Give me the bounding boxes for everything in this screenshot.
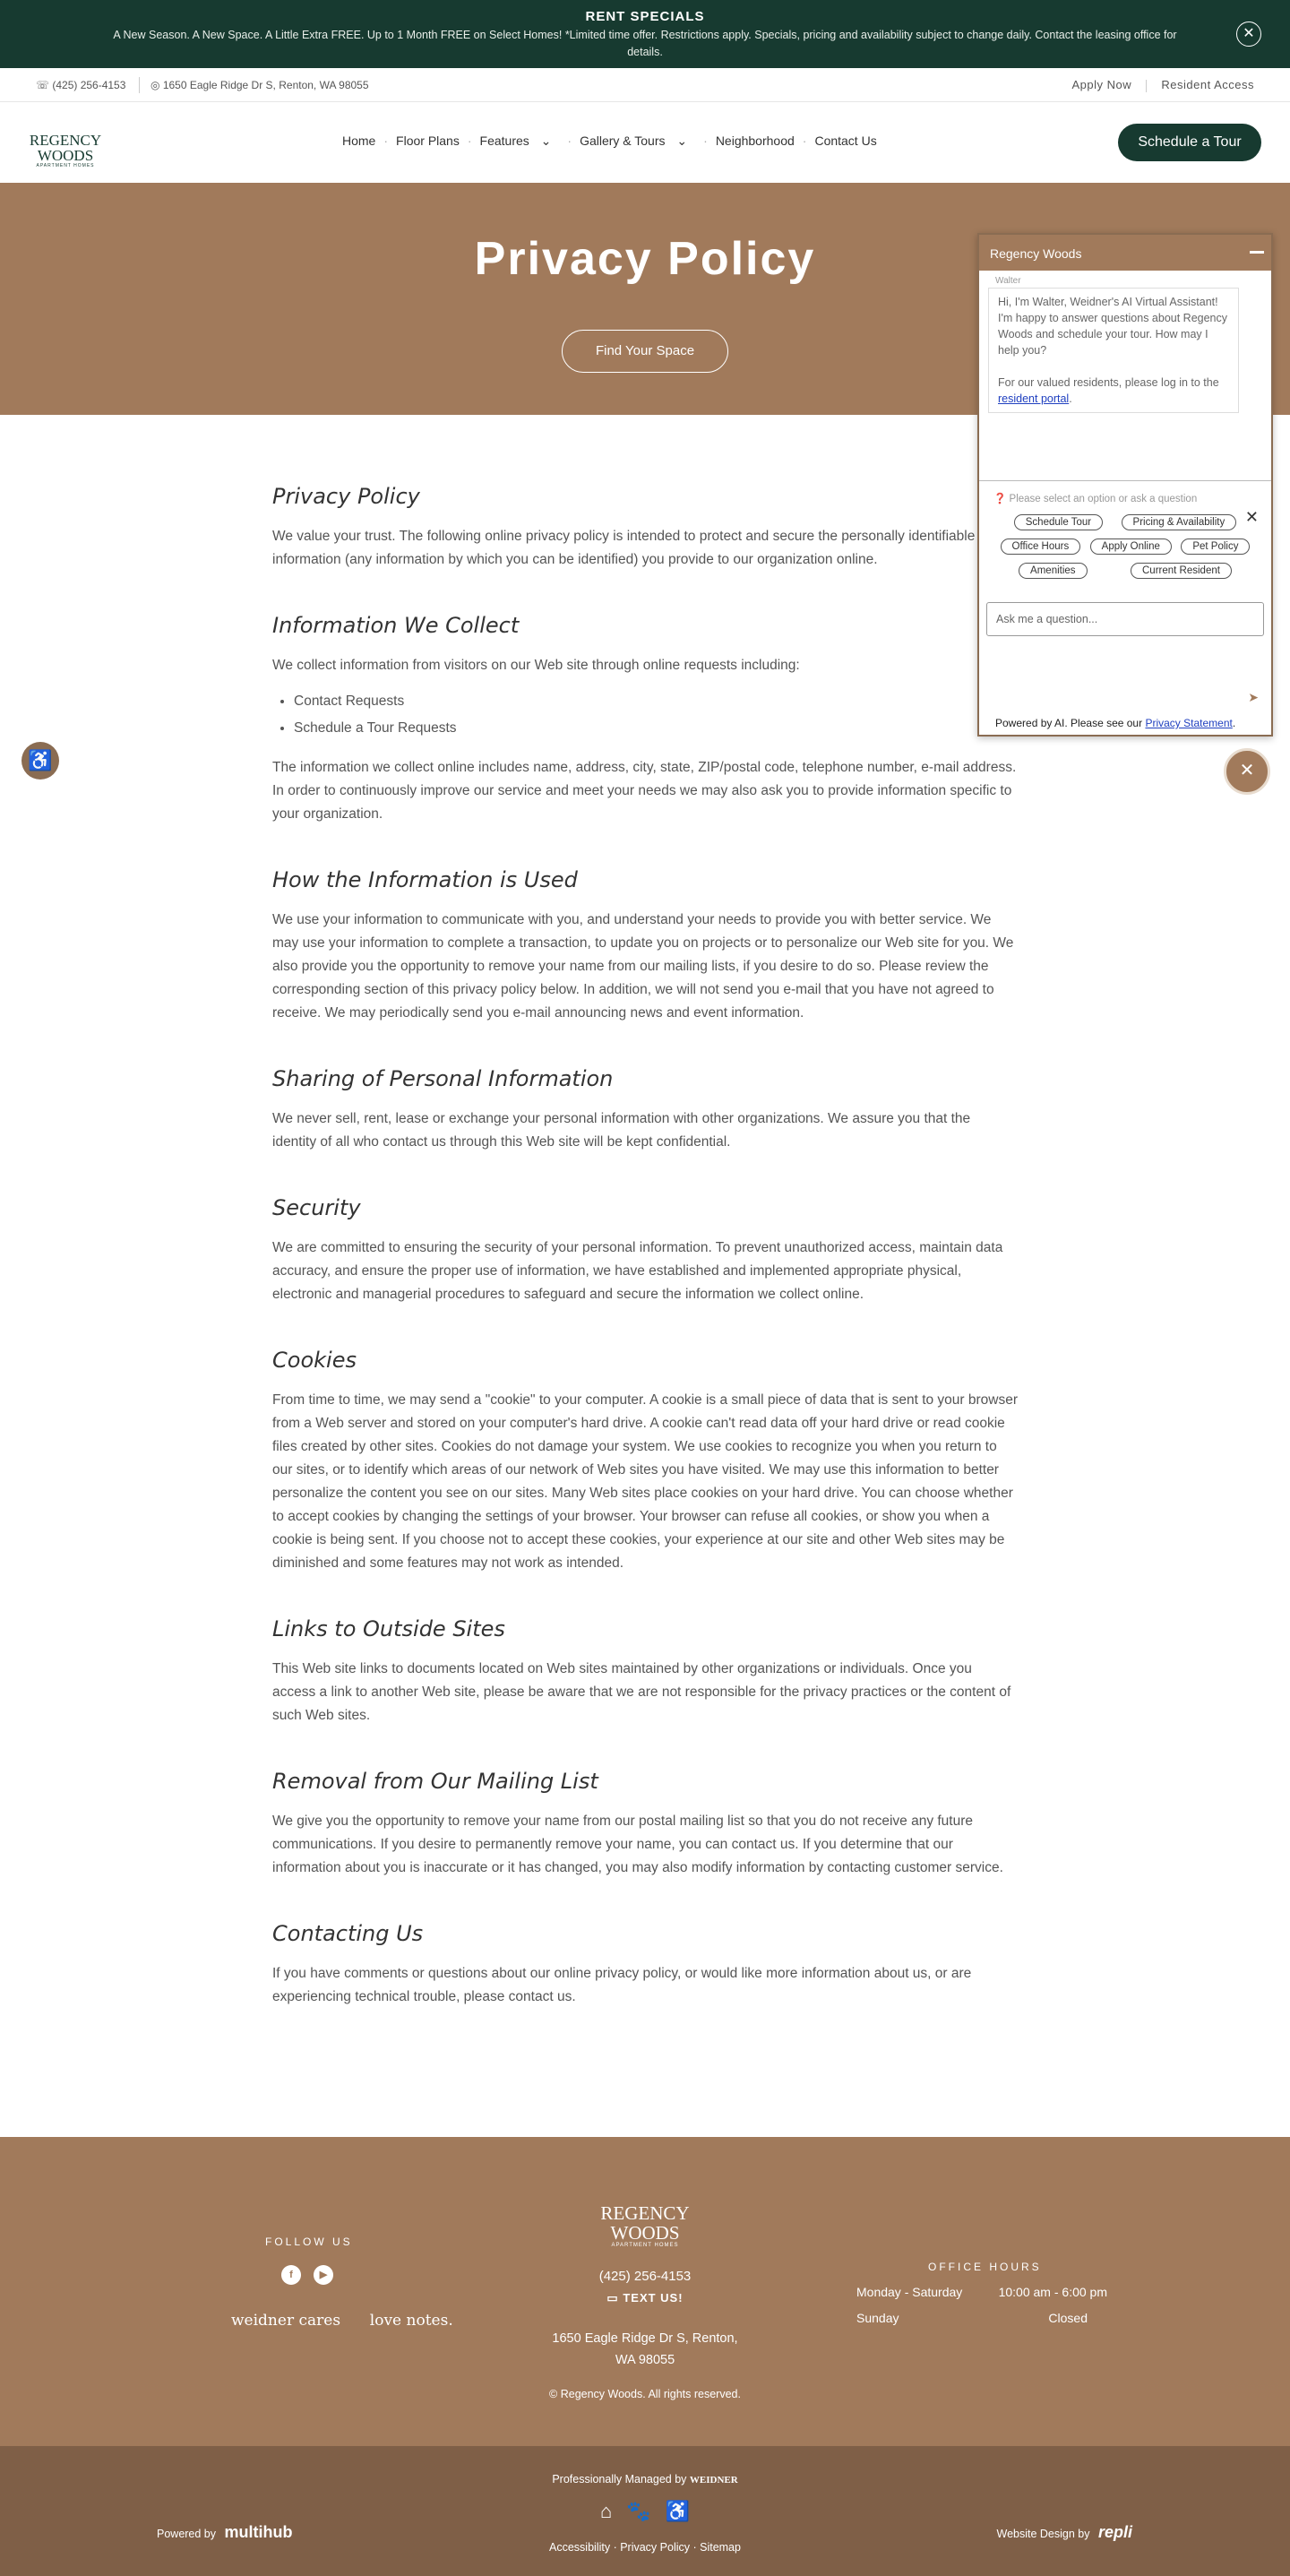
nav-home[interactable]: Home: [342, 134, 376, 148]
weidner-cares-logo[interactable]: weidner cares: [231, 2312, 341, 2330]
footer-phone[interactable]: (425) 256-4153: [598, 2269, 692, 2284]
divider: [979, 480, 1271, 481]
facebook-icon[interactable]: f: [281, 2265, 301, 2285]
section-heading: Security: [272, 1195, 361, 1220]
privacy-policy-link[interactable]: Privacy Policy: [620, 2541, 690, 2554]
chat-message-text: Hi, I'm Walter, Weidner's AI Virtual Assistant! I'm happy to answer questions about Regency Woods and schedule your tour. How may I help you?: [998, 296, 1228, 357]
section-sharing: [272, 1066, 1018, 1154]
location-pin-icon: ◎: [150, 79, 163, 91]
send-icon[interactable]: ➤: [1248, 690, 1259, 704]
section-contacting: [272, 1921, 1018, 2009]
list-item: • Schedule a Tour Requests: [294, 715, 1018, 742]
nav-neighborhood[interactable]: Neighborhood: [715, 134, 795, 148]
section-heading: Removal from Our Mailing List: [272, 1769, 598, 1794]
copyright: © Regency Woods. All rights reserved.: [549, 2388, 741, 2400]
section-text: The information we collect online includes name, address, city, state, ZIP/postal code, telephone number, e-mail address. In order to continuously improve our service and meet your needs we may also ask you to provide information specific to your organization.: [272, 760, 1017, 822]
multihub-logo[interactable]: multihub: [224, 2523, 293, 2541]
section-text: This Web site links to documents located on Web sites maintained by other organizations or individuals. Once you access a link to another Web site, please be aware that we are not responsible for the privacy practices or the content of such Web sites.: [272, 1661, 1011, 1723]
chat-footer: Powered by AI. Please see our Privacy Statement.: [995, 717, 1236, 729]
banner-close-button[interactable]: ✕: [1236, 22, 1261, 47]
minimize-icon[interactable]: [1250, 251, 1264, 254]
banner-text: A New Season. A New Space. A Little Extra FREE. Up to 1 Month FREE on Select Homes! *Limited time offer. Restrictions apply. Specials, pricing and availability subject to change daily. Contact the leasing office for details.: [113, 29, 1177, 58]
option-schedule-tour[interactable]: Schedule Tour: [1014, 514, 1103, 530]
footer-address[interactable]: [0, 2328, 1290, 2371]
logo-line3: APARTMENT HOMES: [611, 2243, 679, 2248]
sitemap-link[interactable]: Sitemap: [700, 2541, 741, 2554]
option-office-hours[interactable]: Office Hours: [1001, 538, 1081, 555]
nav-gallery-label: Gallery & Tours: [580, 134, 666, 148]
schedule-tour-button[interactable]: Schedule a Tour: [1118, 124, 1261, 161]
banner-title: RENT SPECIALS: [585, 9, 705, 24]
chat-message: Hi, I'm Walter, Weidner's AI Virtual Assistant! I'm happy to answer questions about Regency Woods and schedule your tour. How may I help you? For our valued residents, please log in to the resident portal.: [988, 288, 1239, 413]
close-icon[interactable]: ✕: [1244, 508, 1259, 526]
section-privacy-policy: [272, 484, 1018, 572]
follow-us-label: FOLLOW US: [265, 2236, 353, 2248]
logo-line3: APARTMENT HOMES: [36, 163, 95, 168]
nav-gallery[interactable]: [580, 134, 695, 148]
hours-day: Monday - Saturday: [856, 2285, 963, 2299]
section-text: We are committed to ensuring the security of your personal information. To prevent unauthorized access, maintain data accuracy, and ensure the proper use of information, we have established and implemented appropriate physical, electronic and managerial procedures to safeguard and secure the information we collect online.: [272, 1240, 1003, 1302]
divider: [139, 77, 140, 93]
section-mailing-removal: [272, 1769, 1018, 1880]
privacy-statement-link[interactable]: Privacy Statement: [1145, 717, 1233, 729]
rent-specials-banner: [0, 0, 1290, 68]
section-heading: How the Information is Used: [272, 867, 578, 892]
section-text: We use your information to communicate with you, and understand your needs to provide you with better service. We may use your information to complete a transaction, to update you on projects or to personalize our Web site for you. We also provide you the opportunity to remove your name from our mailing lists, if you desire to do so. Please review the corresponding section of this privacy policy below. In addition, we will not send you e-mail that you have not agreed to receive. We may periodically send you e-mail announcing news and event information.: [272, 912, 1014, 1021]
repli-logo[interactable]: repli: [1097, 2523, 1132, 2541]
find-your-space-button[interactable]: Find Your Space: [562, 330, 728, 373]
nav-dot: ·: [703, 134, 708, 148]
footer-logo[interactable]: [591, 2182, 699, 2248]
chat-title: Regency Woods: [990, 246, 1082, 261]
regency-woods-logo[interactable]: [27, 113, 104, 174]
nav-contact[interactable]: Contact Us: [814, 134, 877, 148]
hours-day: Sunday: [856, 2311, 899, 2325]
hours-time: Closed: [1048, 2311, 1088, 2325]
weidner-logo[interactable]: WEIDNER: [689, 2475, 738, 2486]
section-outside-links: [272, 1616, 1018, 1727]
nav-features[interactable]: [480, 134, 560, 148]
chat-header: [979, 235, 1271, 271]
nav-floor-plans[interactable]: Floor Plans: [396, 134, 460, 148]
option-current-resident[interactable]: Current Resident: [1131, 563, 1232, 579]
chat-close-icon[interactable]: ✕: [1224, 748, 1270, 795]
request-list: [294, 688, 1018, 742]
section-heading: Contacting Us: [272, 1921, 424, 1946]
section-text: If you have comments or questions about our online privacy policy, or would like more information about us, or are experiencing technical trouble, please contact us.: [272, 1966, 972, 2004]
address-line2: WA 98055: [615, 2353, 675, 2367]
section-text: We collect information from visitors on our Web site through online requests including:: [272, 658, 800, 673]
chat-input[interactable]: Ask me a question...: [986, 602, 1264, 636]
topbar-phone-text: (425) 256-4153: [52, 79, 126, 91]
chat-message-text: For our valued residents, please log in to the: [998, 376, 1219, 389]
section-text: We give you the opportunity to remove your name from our postal mailing list so that you do not receive any future communications. If you desire to permanently remove your name, you can contact us. If you determine that our information about you is inaccurate or it has changed, you may also modify information by contacting customer service.: [272, 1814, 1003, 1875]
section-heading: Cookies: [272, 1348, 357, 1373]
main-nav: [0, 102, 1290, 183]
section-heading: Sharing of Personal Information: [272, 1066, 614, 1091]
section-heading: Information We Collect: [272, 613, 520, 638]
text-us-label: TEXT US!: [623, 2291, 684, 2305]
topbar-address-text: 1650 Eagle Ridge Dr S, Renton, WA 98055: [162, 79, 369, 91]
footer: [0, 2137, 1290, 2446]
section-text: We value your trust. The following online privacy policy is intended to protect and secure the personally identifiable information (any information by which you can be identified) you provide to our organization online.: [272, 529, 976, 567]
powered-by: [157, 2523, 292, 2542]
top-bar: [0, 68, 1290, 102]
policy-content: [272, 484, 1018, 2050]
logo-line1: REGENCY: [29, 132, 102, 149]
section-text: We never sell, rent, lease or exchange your personal information with other organizations. We assure you that the identity of all who contact us through this Web site will be kept confidential.: [272, 1111, 971, 1150]
option-pet-policy[interactable]: Pet Policy: [1181, 538, 1250, 555]
chevron-down-icon: ⌄: [676, 134, 688, 148]
office-hours-title: OFFICE HOURS: [928, 2261, 1042, 2273]
section-information-used: [272, 867, 1018, 1025]
design-text: Website Design by: [996, 2528, 1090, 2540]
nav-dot: ·: [467, 134, 472, 148]
help-icon: ❓: [993, 494, 1007, 504]
logo-line2: WOODS: [37, 147, 94, 164]
section-cookies: [272, 1348, 1018, 1575]
website-design-by: [997, 2523, 1133, 2542]
powered-by-text: Powered by: [157, 2528, 217, 2540]
section-text: From time to time, we may send a "cookie" to your computer. A cookie is a small piece of data that is sent to your browser from a Web server and stored on your computer's hard drive. A cookie can't read data off your hard drive or read cookie files created by other sites. Cookies do not damage your system. We use cookies to recognize you when you return to our sites, or to identify which areas of our network of Web sites you have visited. We may use this information to better personalize the content you see on our sites. Many Web sites place cookies on your hard drive. You can choose whether to accept cookies by changing the settings of your browser. Your browser can refuse all cookies, or show you when a cookie is being sent. If you choose not to accept these cookies, your experience at our site and other Web sites may be diminished and some features may not work as intended.: [272, 1392, 1019, 1571]
apply-now-link[interactable]: Apply Now: [1071, 78, 1132, 91]
nav-dot: ·: [383, 134, 389, 148]
nav-features-label: Features: [479, 134, 529, 148]
chat-bubble-icon: ▭: [606, 2291, 624, 2305]
equal-housing-icon: ⌂: [599, 2500, 613, 2522]
accessibility-icon: ♿: [665, 2500, 691, 2522]
nav-dot: ·: [567, 134, 572, 148]
section-information-collect: [272, 613, 1018, 826]
hours-time: 10:00 am - 6:00 pm: [998, 2285, 1107, 2299]
youtube-icon[interactable]: ▶: [314, 2265, 333, 2285]
resident-access-link[interactable]: Resident Access: [1161, 78, 1254, 91]
chat-footer-text: Powered by AI. Please see our: [995, 717, 1143, 729]
pet-friendly-icon: 🐾: [626, 2500, 651, 2522]
managed-by-text: Professionally Managed by: [552, 2473, 687, 2486]
divider: [1146, 80, 1147, 92]
list-item: • Contact Requests: [294, 688, 1018, 715]
nav-dot: ·: [802, 134, 807, 148]
topbar-phone[interactable]: [36, 79, 125, 91]
resident-portal-link[interactable]: resident portal: [998, 392, 1070, 405]
option-pricing[interactable]: Pricing & Availability: [1122, 514, 1237, 530]
phone-icon: ☏: [36, 79, 53, 91]
logo-line1: REGENCY: [600, 2202, 690, 2224]
chat-prompt: [993, 492, 1271, 504]
section-security: [272, 1195, 1018, 1306]
option-amenities[interactable]: Amenities: [1019, 563, 1088, 579]
section-heading: Links to Outside Sites: [272, 1616, 505, 1641]
page-title: Privacy Policy: [474, 233, 816, 285]
chat-prompt-text: Please select an option or ask a question: [1009, 494, 1198, 504]
topbar-address[interactable]: [150, 79, 369, 91]
address-line1: 1650 Eagle Ridge Dr S, Renton,: [552, 2331, 738, 2346]
chat-widget: [977, 233, 1273, 737]
managed-by: [0, 2473, 1290, 2486]
logo-line2: WOODS: [610, 2222, 680, 2244]
option-apply-online[interactable]: Apply Online: [1090, 538, 1172, 555]
accessibility-link[interactable]: Accessibility: [549, 2541, 611, 2554]
chevron-down-icon: ⌄: [540, 134, 552, 148]
footer-links: Accessibility · Privacy Policy · Sitemap: [549, 2541, 741, 2554]
sub-footer: [0, 2446, 1290, 2576]
accessibility-icon[interactable]: ♿: [22, 742, 59, 780]
chat-sender: Walter: [995, 276, 1021, 286]
love-notes-logo[interactable]: love notes.: [369, 2312, 453, 2330]
compliance-icons: [0, 2500, 1290, 2523]
section-heading: Privacy Policy: [272, 484, 420, 509]
